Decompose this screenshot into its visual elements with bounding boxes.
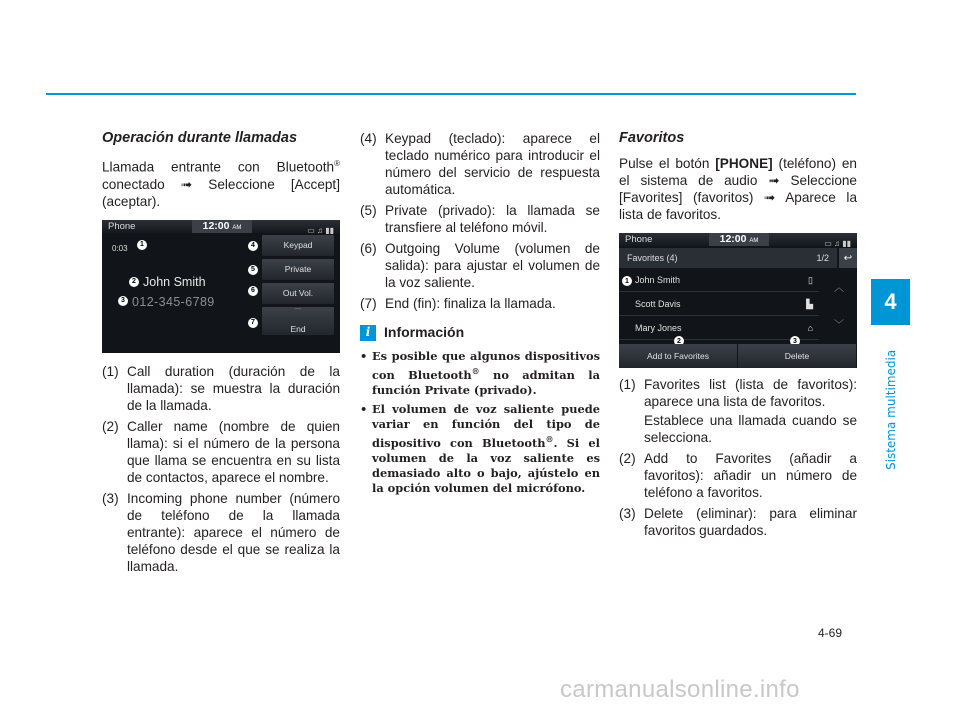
status-icons: ▭ ♫ ▮▮ [307, 225, 334, 235]
calls-intro: Llamada entrante con Bluetooth® conectado ➟ Seleccione [Accept] (aceptar). [102, 159, 340, 209]
out-vol-button[interactable]: Out Vol. [262, 283, 334, 304]
page-number: 4-69 [818, 626, 843, 640]
office-icon: ▙ [806, 299, 813, 309]
list-item: (1) Favorites list (lista de favoritos): aparece una lista de favoritos. [619, 377, 857, 409]
add-to-favorites-button[interactable]: Add to Favorites [619, 344, 737, 368]
list-item: (2) Caller name (nombre de quien llama): si el número de la persona que llama se encuentra en su lista de contactos, aparece el nombre. [102, 418, 340, 485]
list-item-note: Establece una llamada cuando se selecciona. [644, 413, 857, 445]
callout-3: 3 [118, 296, 128, 306]
info-heading: i Información [360, 324, 600, 341]
middle-column [360, 130, 600, 500]
status-bar: Phone 12:00 AM ▭ ♫ ▮▮ [102, 220, 340, 233]
home-icon: ⌂ [807, 323, 813, 333]
caller-name: John Smith [143, 274, 206, 289]
list-item: (5) Private (privado): la llamada se transfiere al teléfono móvil. [360, 203, 600, 235]
end-button[interactable]: ⌒ End [262, 307, 334, 335]
favorites-screen-image [619, 233, 857, 368]
list-item[interactable]: Scott Davis ▙ [619, 294, 819, 316]
private-button[interactable]: Private [262, 259, 334, 280]
right-column [619, 130, 857, 543]
list-item[interactable]: John Smith ▯ [619, 270, 819, 292]
caller-number: 012-345-6789 [132, 294, 215, 309]
callout-4: 4 [248, 241, 258, 251]
list-item: (3) Incoming phone number (número de teléfono de la llamada entrante): aparece el número de teléfono desde el que se realiza la llamada. [102, 490, 340, 574]
list-item: (2) Add to Favorites (añadir a favoritos): añadir un número de teléfono a favoritos. [619, 451, 857, 500]
call-screen-image [102, 220, 340, 353]
call-button-list [262, 235, 334, 338]
favorites-actions [619, 344, 857, 368]
scroll-arrows [821, 270, 857, 344]
callout-2: 2 [129, 277, 139, 287]
chapter-title: Sistema multimedia [884, 349, 898, 470]
callout-5: 5 [248, 265, 258, 275]
favorites-header: Favorites (4) 1/2 [619, 248, 837, 268]
clock: 12:00 AM [709, 233, 769, 246]
call-duration: 0:03 [112, 243, 128, 253]
callout-1: 1 [137, 240, 147, 250]
status-bar: Phone 12:00 AM ▭ ♫ ▮▮ [619, 233, 857, 246]
down-arrow-icon[interactable]: ﹀ [834, 320, 844, 331]
keypad-button[interactable]: Keypad [262, 235, 334, 256]
watermark: carmanualsonline.info [560, 676, 800, 703]
favorites-intro: Pulse el botón [PHONE] (teléfono) en el sistema de audio ➟ Seleccione [Favorites] (favoritos) ➟ Aparece la lista de favoritos. [619, 156, 857, 222]
info-bullet: • El volumen de voz saliente puede variar en función del tipo de dispositivo con Bluetooth®. Si el volumen de la voz saliente es demasiado alto o bajo, ajústelo en la opción volumen del micrófono. [360, 401, 601, 495]
status-icons: ▭ ♫ ▮▮ [824, 239, 851, 248]
hangup-icon: ⌒ [294, 308, 302, 316]
list-item: (6) Outgoing Volume (volumen de salida): para ajustar el volumen de la voz saliente. [360, 241, 600, 290]
list-item: (4) Keypad (teclado): aparece el teclado numérico para introducir el número del servicio de respuesta automática. [360, 131, 600, 197]
list-item: (3) Delete (eliminar): para eliminar favoritos guardados. [619, 506, 857, 538]
list-item: (1) Call duration (duración de la llamada): se muestra la duración de la llamada. [102, 363, 340, 413]
info-icon: i [360, 325, 376, 341]
callout-6: 6 [248, 286, 258, 296]
phone-icon: ▯ [808, 275, 813, 285]
section-heading-calls: Operación durante llamadas [102, 130, 298, 146]
section-heading-favorites: Favoritos [619, 130, 685, 146]
clock: 12:00 AM [192, 220, 252, 233]
up-arrow-icon[interactable]: ︿ [834, 283, 844, 294]
left-column [102, 130, 340, 579]
callout-1: 1 [622, 276, 632, 286]
chapter-tab: 4 [871, 279, 910, 325]
callout-2: 2 [674, 336, 684, 346]
callout-7: 7 [248, 318, 258, 328]
list-item[interactable]: Mary Jones ⌂ [619, 318, 819, 340]
list-item: (7) End (fin): finaliza la llamada. [360, 296, 556, 311]
delete-button[interactable]: Delete [738, 344, 856, 368]
back-icon[interactable]: ↩ [839, 248, 857, 268]
header-rule [46, 93, 856, 95]
info-bullet: • Es posible que algunos dispositivos con Bluetooth® no admitan la función Private (privado). [360, 349, 600, 397]
callout-3: 3 [790, 336, 800, 346]
